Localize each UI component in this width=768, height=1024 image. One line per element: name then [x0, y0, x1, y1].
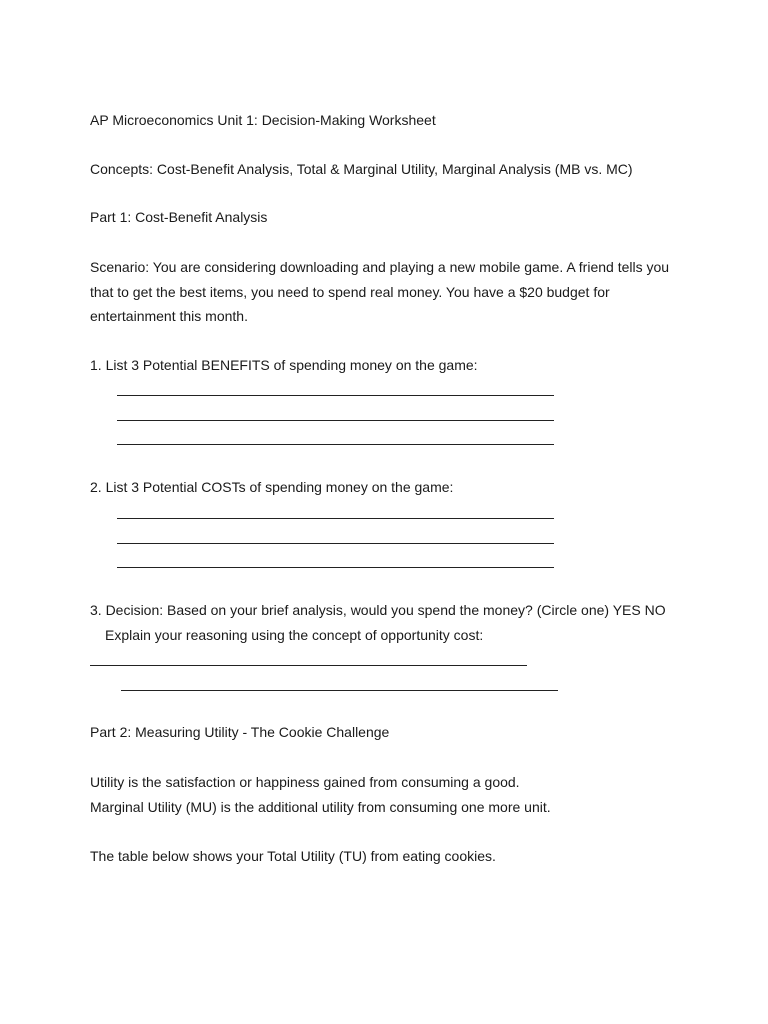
cost-answer-line-3[interactable]	[117, 567, 554, 568]
marginal-utility-definition: Marginal Utility (MU) is the additional utility from consuming one more unit.	[90, 799, 551, 815]
scenario-line-2: that to get the best items, you need to spend real money. You have a $20 budget for	[90, 284, 610, 300]
cost-answer-line-2[interactable]	[117, 543, 554, 544]
worksheet-title: AP Microeconomics Unit 1: Decision-Making Worksheet	[90, 112, 436, 128]
question-1: 1. List 3 Potential BENEFITS of spending money on the game:	[90, 357, 478, 373]
utility-definition: Utility is the satisfaction or happiness gained from consuming a good.	[90, 774, 520, 790]
cost-answer-line-1[interactable]	[117, 518, 554, 519]
part1-heading: Part 1: Cost-Benefit Analysis	[90, 209, 268, 225]
benefit-answer-line-1[interactable]	[117, 395, 554, 396]
reasoning-answer-line-2[interactable]	[121, 690, 558, 691]
table-intro: The table below shows your Total Utility (TU) from eating cookies.	[90, 848, 496, 864]
scenario-line-1: Scenario: You are considering downloading and playing a new mobile game. A friend tells you	[90, 259, 670, 275]
question-3-explain: Explain your reasoning using the concept of opportunity cost:	[105, 627, 484, 643]
part2-heading: Part 2: Measuring Utility - The Cookie Challenge	[90, 724, 390, 740]
benefit-answer-line-3[interactable]	[117, 444, 554, 445]
benefit-answer-line-2[interactable]	[117, 420, 554, 421]
reasoning-answer-line-1[interactable]	[90, 665, 527, 666]
concepts-line: Concepts: Cost-Benefit Analysis, Total & Marginal Utility, Marginal Analysis (MB vs. MC)	[90, 161, 633, 177]
question-2: 2. List 3 Potential COSTs of spending money on the game:	[90, 479, 454, 495]
scenario-line-3: entertainment this month.	[90, 308, 248, 324]
question-3: 3. Decision: Based on your brief analysis, would you spend the money? (Circle one) YES NO	[90, 602, 666, 618]
